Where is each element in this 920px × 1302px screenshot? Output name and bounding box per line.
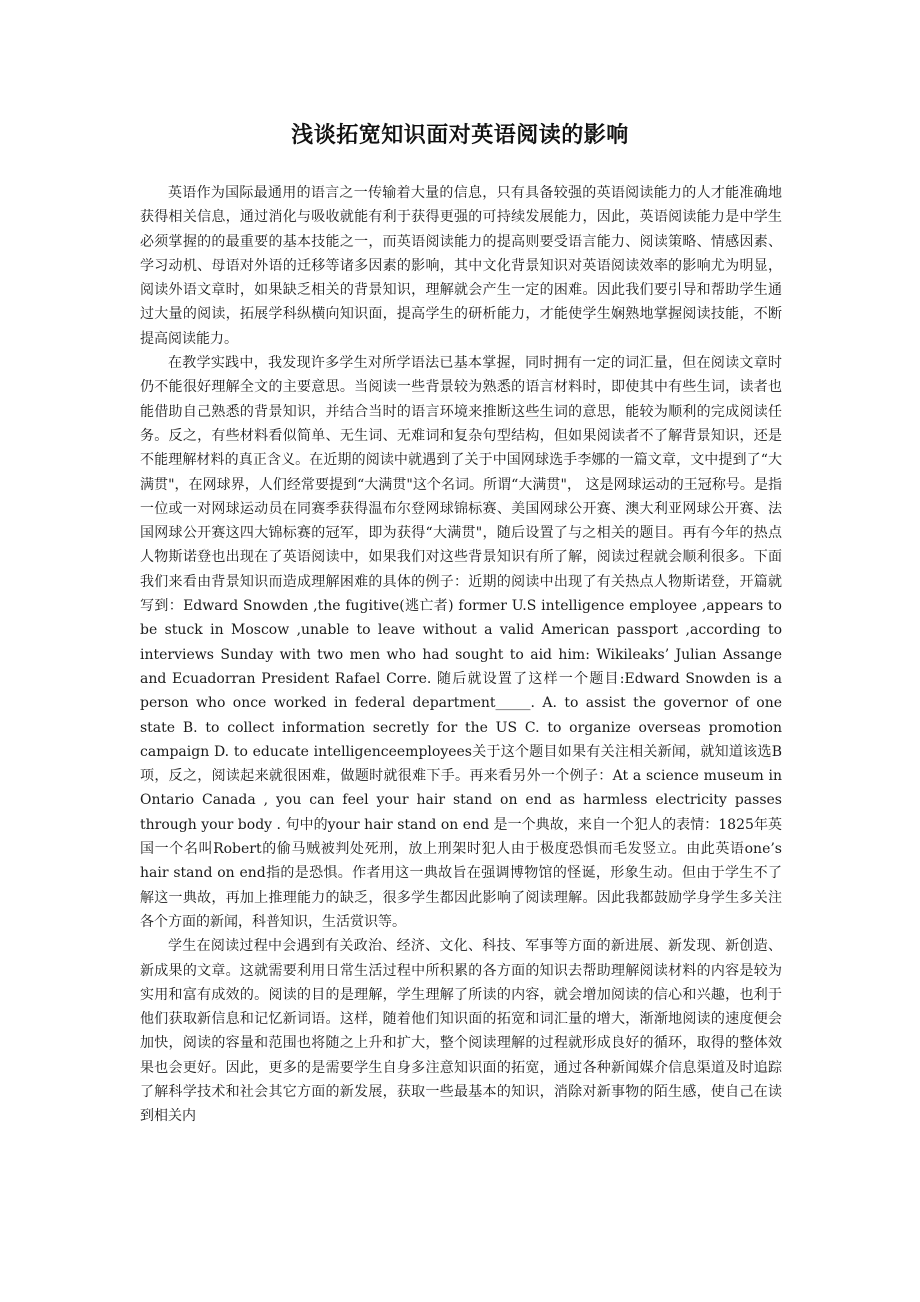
paragraph: 英语作为国际最通用的语言之一传输着大量的信息，只有具备较强的英语阅读能力的人才能准确地获得相关信息，通过消化与吸收就能有利于获得更强的可持续发展能力，因此，英语阅读能力是中学生必须掌握的的最重要的基本技能之一，而英语阅读能力的提高则要受语言能力、阅读策略、情感因素、学习动机、母语对外语的迁移等诸多因素的影响，其中文化背景知识对英语阅读效率的影响尤为明显，阅读外语文章时，如果缺乏相关的背景知识，理解就会产生一定的困难。因此我们要引导和帮助学生通过大量的阅读，拓展学科纵横向知识面，提高学生的研析能力，才能使学生娴熟地掌握阅读技能，不断提高阅读能力。 — [140, 185, 782, 347]
page-title: 浅谈拓宽知识面对英语阅读的影响 — [291, 122, 629, 148]
document-body — [140, 181, 782, 1129]
paragraph: 学生在阅读过程中会遇到有关政治、经济、文化、科技、军事等方面的新进展、新发现、新创造、新成果的文章。这就需要利用日常生活过程中所积累的各方面的知识去帮助理解阅读材料的内容是较为实用和富有成效的。阅读的目的是理解，学生理解了所读的内容，就会增加阅读的信心和兴趣，也利于他们获取新信息和记忆新词语。这样，随着他们知识面的拓宽和词汇量的增大，渐渐地阅读的速度便会加快，阅读的容量和范围也将随之上升和扩大，整个阅读理解的过程就形成良好的循环，取得的整体效果也会更好。因此，更多的是需要学生自身多注意知识面的拓宽，通过各种新闻媒介信息渠道及时追踪了解科学技术和社会其它方面的新发展，获取一些最基本的知识，消除对新事物的陌生感，使自己在读到相关内 — [140, 938, 782, 1125]
paragraph: 在教学实践中，我发现许多学生对所学语法已基本掌握，同时拥有一定的词汇量，但在阅读文章时仍不能很好理解全文的主要意思。当阅读一些背景较为熟悉的语言材料时，即使其中有些生词，读者也能借助自己熟悉的背景知识，并结合当时的语言环境来推断这些生词的意思，能较为顺利的完成阅读任务。反之，有些材料看似简单、无生词、无难词和复杂句型结构，但如果阅读者不了解背景知识，还是不能理解材料的真正含义。在近期的阅读中就遇到了关于中国网球选手李娜的一篇文章，文中提到了“大满贯"，在网球界，人们经常要提到“大满贯"这个名词。所谓“大满贯"， 这是网球运动的王冠称号。是指一位或一对网球运动员在同赛季获得温布尔登网球锦标赛、美国网球公开赛、澳大利亚网球公开赛、法国网球公开赛这四大锦标赛的冠军，即为获得“大满贯"，随后设置了与之相关的题目。再有今年的热点人物斯诺登也出现在了英语阅读中，如果我们对这些背景知识有所了解，阅读过程就会顺利很多。下面我们来看由背景知识而造成理解困难的具体的例子：近期的阅读中出现了有关热点人物斯诺登，开篇就写到：Edward Snowden ,the fugitive(逃亡者) former U.S intelligence employee ,appears to be stuck in Moscow ,unable to leave without a valid American passport ,according to interviews Sunday with two men who had sought to aid him: Wikileaks’ Julian Assange and Ecuadorran President Rafael Corre. 随后就设置了这样一个题目:Edward Snowden is a person who once worked in federal department_____. A. to assist the governor of one state B. to collect information secretly for the US C. to organize overseas promotion campaign D. to educate intelligenceemployees关于这个题目如果有关注相关新闻，就知道该选B项，反之，阅读起来就很困难，做题时就很难下手。再来看另外一个例子：At a science museum in Ontario Canada , you can feel your hair stand on end as harmless electricity passes through your body . 句中的your hair stand on end 是一个典故，来自一个犯人的表情：1825年英国一个名叫Robert的偷马贼被判处死刑，放上刑架时犯人由于极度恐惧而毛发竖立。由此英语one’s hair stand on end指的是恐惧。作者用这一典故旨在强调博物馆的怪诞，形象生动。但由于学生不了解这一典故，再加上推理能力的缺乏，很多学生都因此影响了阅读理解。因此我都鼓励学身学生多关注各个方面的新闻，科普知识，生活赏识等。 — [140, 355, 782, 930]
